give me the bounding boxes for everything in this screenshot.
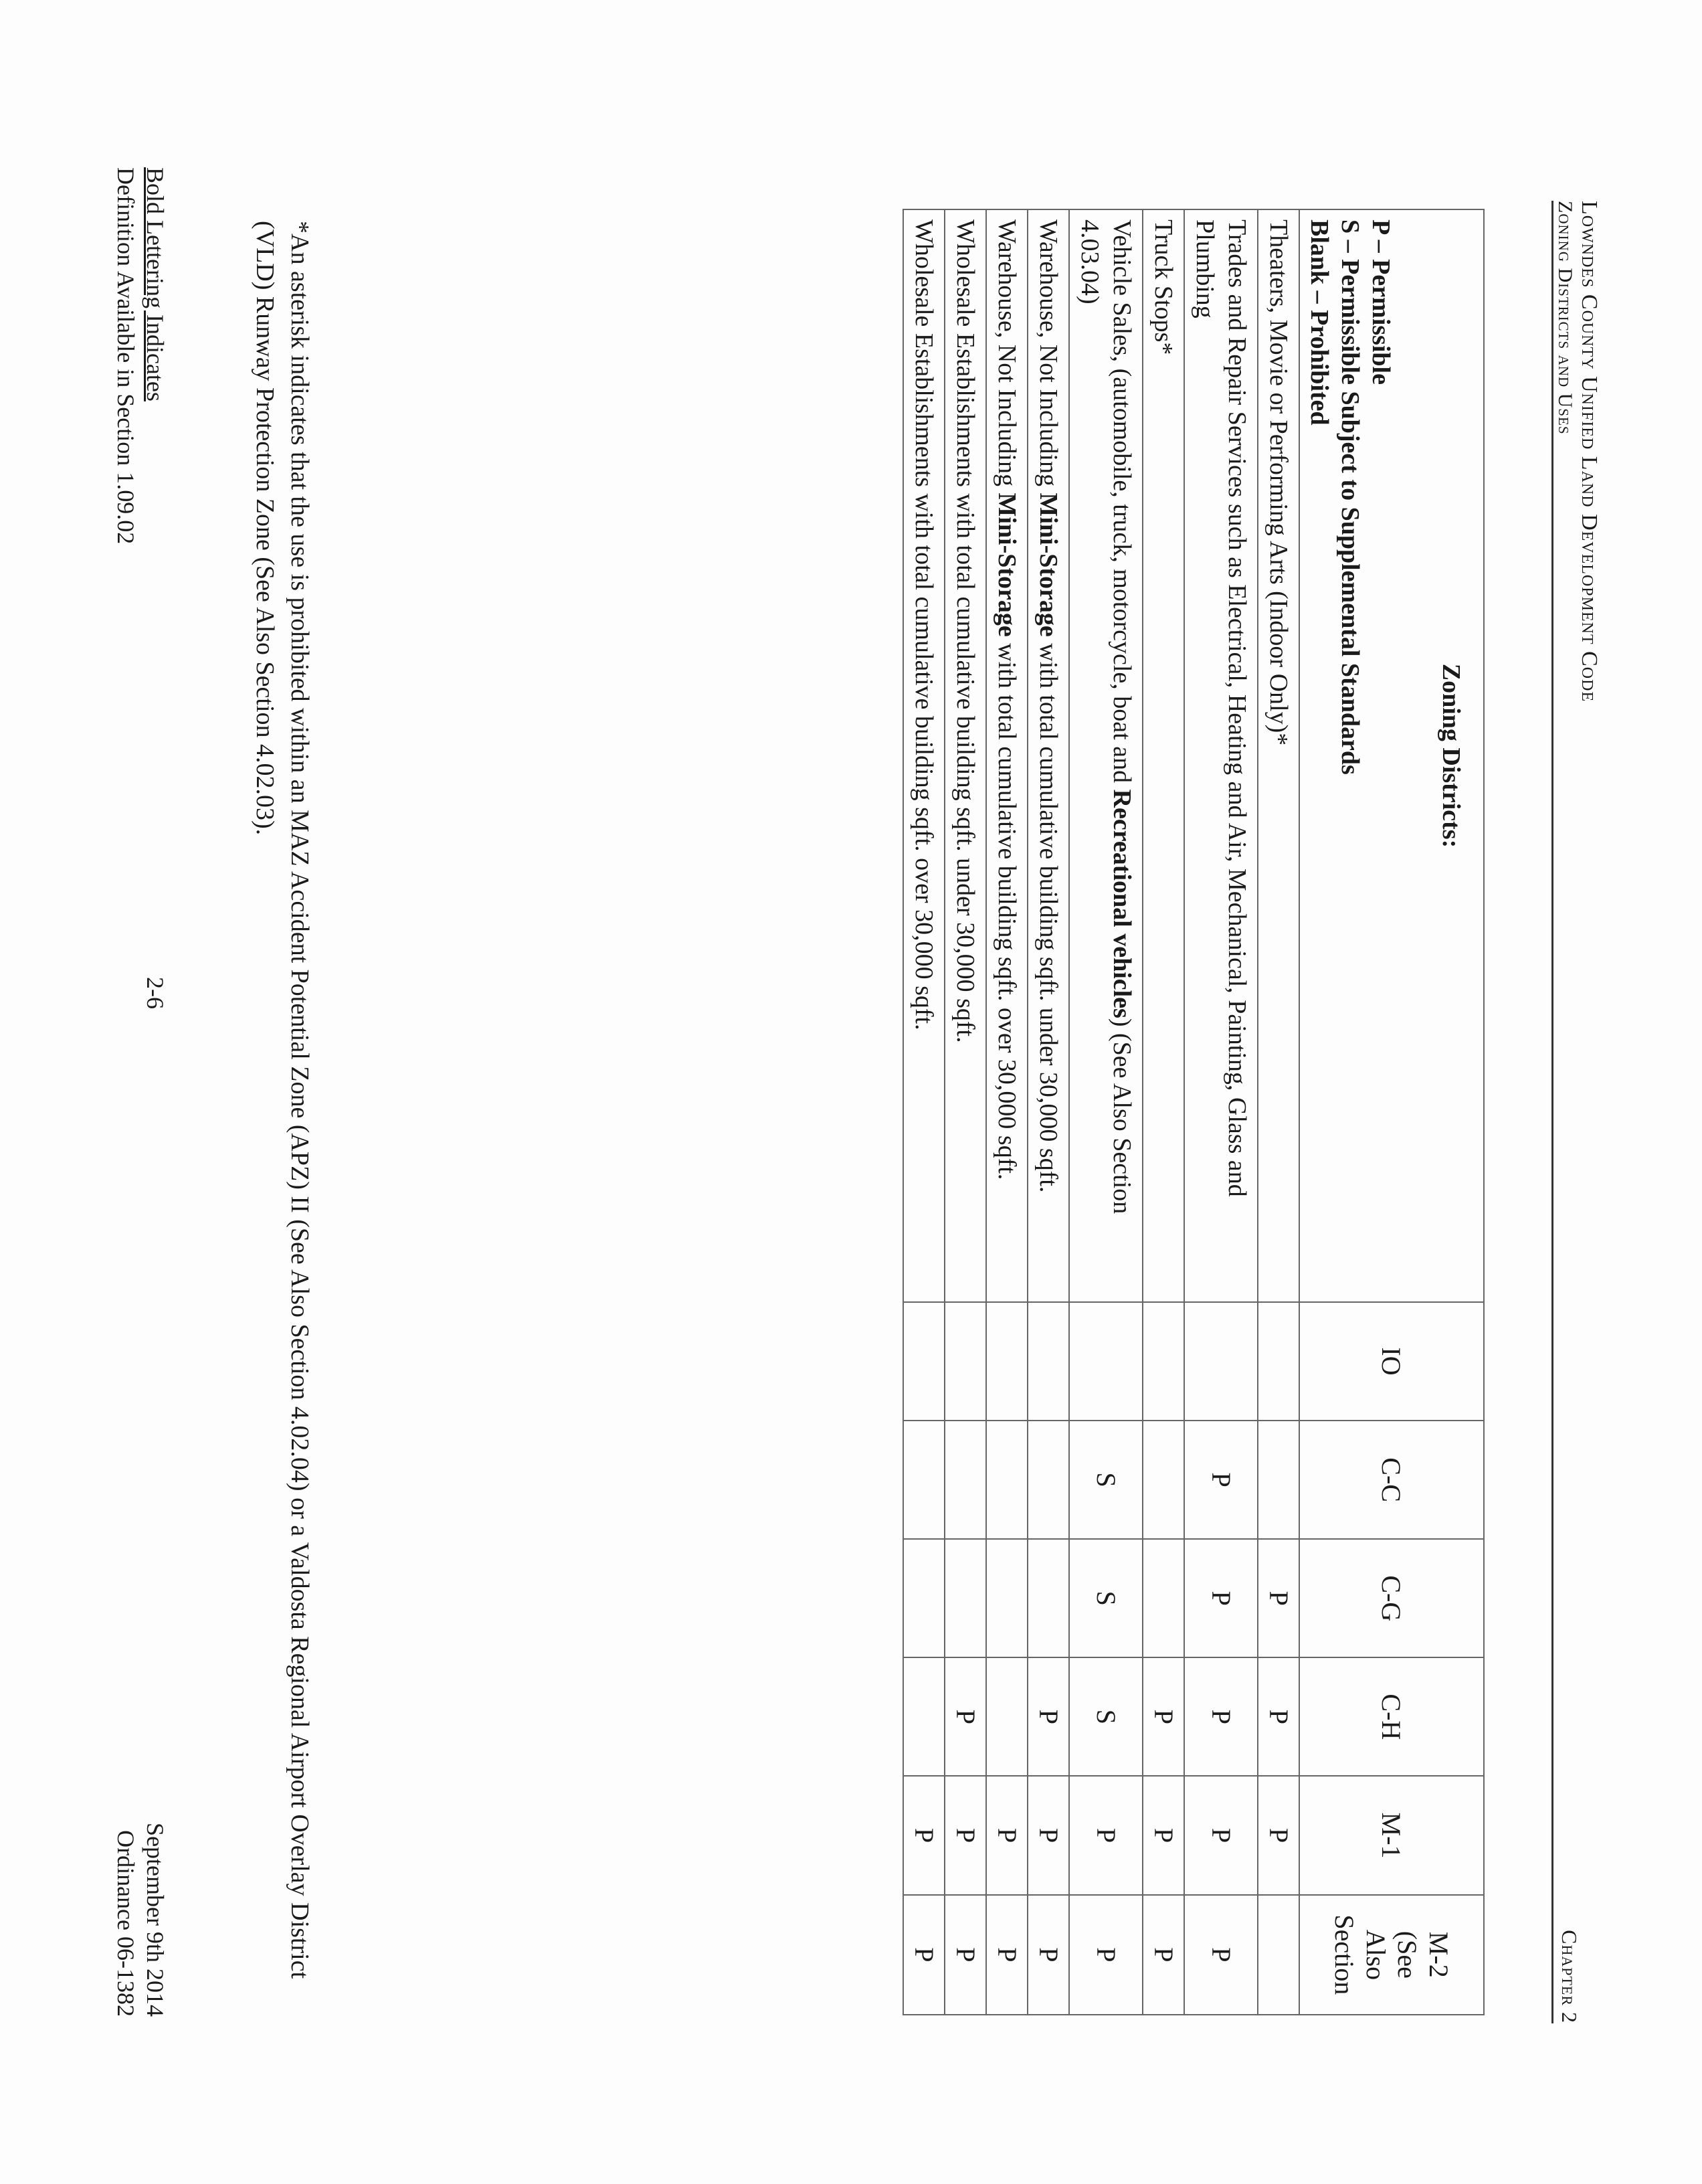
table-row xyxy=(1258,209,1299,2015)
district-value-cell: S xyxy=(1069,1421,1143,1539)
defined-term: Mini-Storage xyxy=(993,492,1021,637)
ordinance-number: Ordinance 06-1382 xyxy=(112,1830,139,2017)
district-value-cell: P xyxy=(903,1895,945,2015)
district-value-cell: P xyxy=(1258,1539,1299,1657)
legend-permissible: P – Permissible xyxy=(1367,219,1395,385)
district-value-cell xyxy=(1143,1302,1184,1421)
district-value-cell: P xyxy=(1143,1657,1184,1776)
district-value-cell xyxy=(945,1539,986,1657)
definition-note: Definition Available in Section 1.09.02 xyxy=(112,167,139,545)
asterisk-footnote: *An asterisk indicates that the use is prohibited within an MAZ Accident Potential Zone (APZ) II (See Also Section 4.02.04) or a Valdosta Regional Airport Overlay District (VLD) Runway Protection Zone (See Also Section 4.02.03). xyxy=(251,221,314,1979)
district-value-cell: P xyxy=(986,1776,1028,1894)
district-value-cell: P xyxy=(1184,1895,1258,2015)
use-text: Warehouse, Not Including xyxy=(993,219,1021,493)
column-header-c-c: C-C xyxy=(1299,1421,1484,1539)
district-value-cell: P xyxy=(1184,1657,1258,1776)
use-cell: Truck Stops* xyxy=(1143,209,1184,1302)
district-value-cell xyxy=(903,1539,945,1657)
use-cell: Theaters, Movie or Performing Arts (Indoor Only)* xyxy=(1258,209,1299,1302)
district-value-cell: P xyxy=(903,1776,945,1894)
district-value-cell: P xyxy=(945,1895,986,2015)
use-cell xyxy=(986,209,1028,1302)
defined-term: Mini-Storage xyxy=(1034,492,1062,637)
table-header-row xyxy=(1299,209,1484,2015)
table-row xyxy=(1069,209,1143,2015)
district-value-cell: P xyxy=(1069,1895,1143,2015)
district-value-cell xyxy=(1258,1421,1299,1539)
district-value-cell: P xyxy=(1028,1895,1069,2015)
use-text: with total cumulative building sqft. over 30,000 sqft. xyxy=(993,636,1021,1180)
district-value-cell: S xyxy=(1069,1657,1143,1776)
district-value-cell xyxy=(1143,1539,1184,1657)
district-value-cell xyxy=(945,1421,986,1539)
legend-supplemental: S – Permissible Subject to Supplemental Standards xyxy=(1336,219,1364,775)
column-header-c-g: C-G xyxy=(1299,1539,1484,1657)
table-row xyxy=(986,209,1028,2015)
district-value-cell: P xyxy=(1028,1776,1069,1894)
defined-term: Recreational vehicles xyxy=(1108,789,1136,1018)
use-cell xyxy=(1069,209,1143,1302)
district-value-cell xyxy=(1258,1302,1299,1421)
district-value-cell xyxy=(1069,1302,1143,1421)
revision-date: September 9th 2014 xyxy=(142,1823,169,2017)
header-legend-cell xyxy=(1299,209,1484,1302)
district-value-cell xyxy=(986,1657,1028,1776)
district-value-cell xyxy=(986,1539,1028,1657)
district-value-cell: P xyxy=(1258,1776,1299,1894)
district-value-cell xyxy=(986,1421,1028,1539)
use-cell: Wholesale Establishments with total cumulative building sqft. over 30,000 sqft. xyxy=(903,209,945,1302)
district-value-cell xyxy=(1028,1302,1069,1421)
zoning-districts-heading: Zoning Districts: xyxy=(1437,663,1465,848)
document-title: Lowndes County Unified Land Development Code xyxy=(1577,201,1602,703)
district-value-cell: S xyxy=(1069,1539,1143,1657)
use-text: ) (See Also Section 4.03.04) xyxy=(1076,219,1136,1214)
district-value-cell xyxy=(903,1657,945,1776)
district-value-cell: P xyxy=(1143,1895,1184,2015)
district-value-cell xyxy=(1143,1421,1184,1539)
district-value-cell xyxy=(945,1302,986,1421)
district-value-cell: P xyxy=(1184,1539,1258,1657)
use-cell: Wholesale Establishments with total cumulative building sqft. under 30,000 sqft. xyxy=(945,209,986,1302)
district-value-cell: P xyxy=(945,1776,986,1894)
district-value-cell: P xyxy=(1069,1776,1143,1894)
column-header-m-2: M-2 (See Also Section xyxy=(1299,1895,1484,2015)
column-header-c-h: C-H xyxy=(1299,1657,1484,1776)
district-value-cell xyxy=(903,1302,945,1421)
district-value-cell: P xyxy=(1258,1657,1299,1776)
column-header-m-1: M-1 xyxy=(1299,1776,1484,1894)
district-value-cell: P xyxy=(1028,1657,1069,1776)
district-value-cell: P xyxy=(1143,1776,1184,1894)
use-text: with total cumulative building sqft. under 30,000 sqft. xyxy=(1034,636,1062,1193)
district-value-cell xyxy=(1184,1302,1258,1421)
column-header-io: IO xyxy=(1299,1302,1484,1421)
table-row xyxy=(903,209,945,2015)
table-row xyxy=(1184,209,1258,2015)
page-header xyxy=(1551,201,1602,2023)
table-row xyxy=(1028,209,1069,2015)
section-title: Zoning Districts and Uses xyxy=(1554,201,1576,435)
district-value-cell: P xyxy=(1184,1776,1258,1894)
bold-lettering-note: Bold Lettering Indicates xyxy=(142,167,169,401)
page-number: 2-6 xyxy=(142,977,169,1009)
chapter-label: Chapter 2 xyxy=(1557,1930,1582,2023)
district-value-cell xyxy=(1028,1421,1069,1539)
district-value-cell: P xyxy=(986,1895,1028,2015)
table-row xyxy=(1143,209,1184,2015)
district-value-cell xyxy=(1258,1895,1299,2015)
district-value-cell xyxy=(986,1302,1028,1421)
legend-prohibited: Blank – Prohibited xyxy=(1305,219,1333,426)
use-cell xyxy=(1028,209,1069,1302)
district-value-cell xyxy=(903,1421,945,1539)
zoning-table xyxy=(903,209,1485,2015)
table-row xyxy=(945,209,986,2015)
district-value-cell: P xyxy=(945,1657,986,1776)
use-cell: Trades and Repair Services such as Electrical, Heating and Air, Mechanical, Painting, Glass and Plumbing xyxy=(1184,209,1258,1302)
use-text: Vehicle Sales, (automobile, truck, motorcycle, boat and xyxy=(1108,219,1136,790)
district-value-cell: P xyxy=(1184,1421,1258,1539)
use-text: Warehouse, Not Including xyxy=(1034,219,1062,493)
district-value-cell xyxy=(1028,1539,1069,1657)
